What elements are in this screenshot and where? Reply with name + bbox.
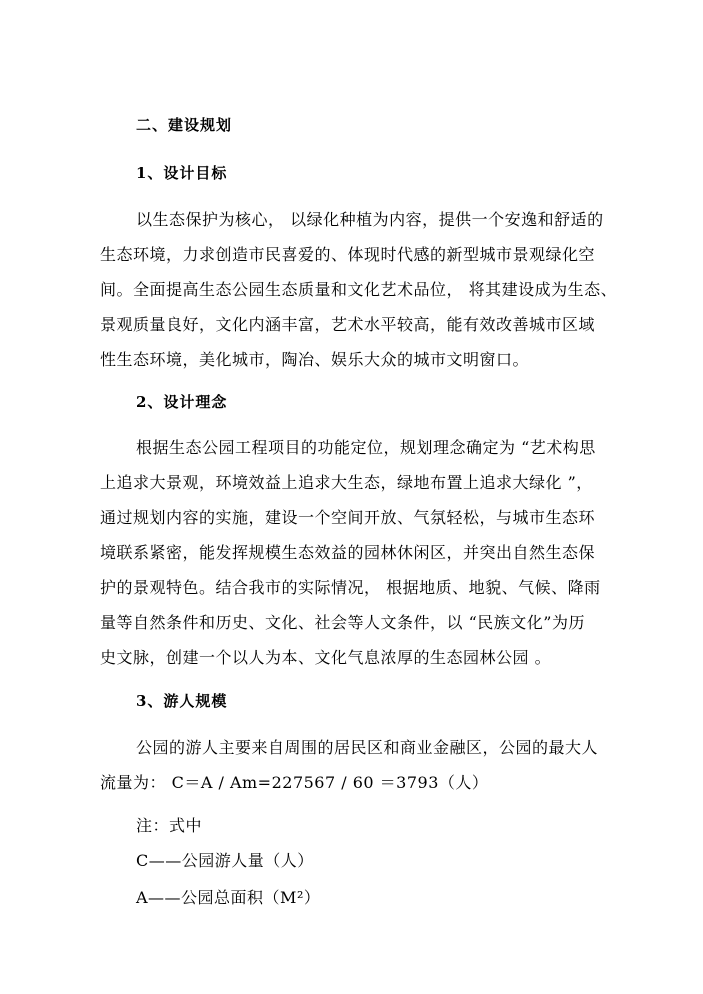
s2-line: 通过规划内容的实施，建设一个空间开放、气氛轻松，与城市生态环 (100, 508, 596, 527)
note-item: C——公园游人量（人） (136, 851, 314, 870)
s1-line: 间。全面提高生态公园生态质量和文化艺术品位， 将其建设成为生态、 (100, 280, 618, 299)
note-item: A——公园总面积（M²） (136, 888, 321, 907)
s3-line: 流量为： C＝A / Am=227567 / 60 ＝3793（人） (100, 773, 489, 792)
s1-line: 以生态保护为核心， 以绿化种植为内容，提供一个安逸和舒适的 (136, 210, 604, 229)
s2-heading: 2、设计理念 (136, 393, 228, 411)
s3-line: 公园的游人主要来自周围的居民区和商业金融区，公园的最大人 (136, 738, 599, 757)
s1-line: 生态环境，力求创造市民喜爱的、体现时代感的新型城市景观绿化空 (100, 245, 596, 264)
s1-heading: 1、设计目标 (136, 164, 228, 182)
s2-line: 境联系紧密，能发挥规模生态效益的园林休闲区，并突出自然生态保 (100, 543, 596, 562)
s2-line: 量等自然条件和历史、文化、社会等人文条件，以 “民族文化”为历 (100, 613, 585, 632)
s2-line: 上追求大景观，环境效益上追求大生态，绿地布置上追求大绿化 ”， (100, 473, 593, 492)
s2-line: 史文脉，创建一个以人为本、文化气息浓厚的生态园林公园 。 (100, 648, 552, 667)
section-heading: 二、建设规划 (136, 116, 233, 134)
s3-heading: 3、游人规模 (136, 692, 228, 710)
note-label: 注：式中 (136, 816, 203, 835)
s1-line: 景观质量良好，文化内涵丰富，艺术水平较高，能有效改善城市区域 (100, 315, 596, 334)
s2-line: 护的景观特色。结合我市的实际情况， 根据地质、地貌、气候、降雨 (100, 578, 601, 597)
s1-line: 性生态环境，美化城市，陶冶、娱乐大众的城市文明窗口。 (100, 350, 530, 369)
s2-line: 根据生态公园工程项目的功能定位，规划理念确定为 “艺术构思 (136, 438, 596, 457)
